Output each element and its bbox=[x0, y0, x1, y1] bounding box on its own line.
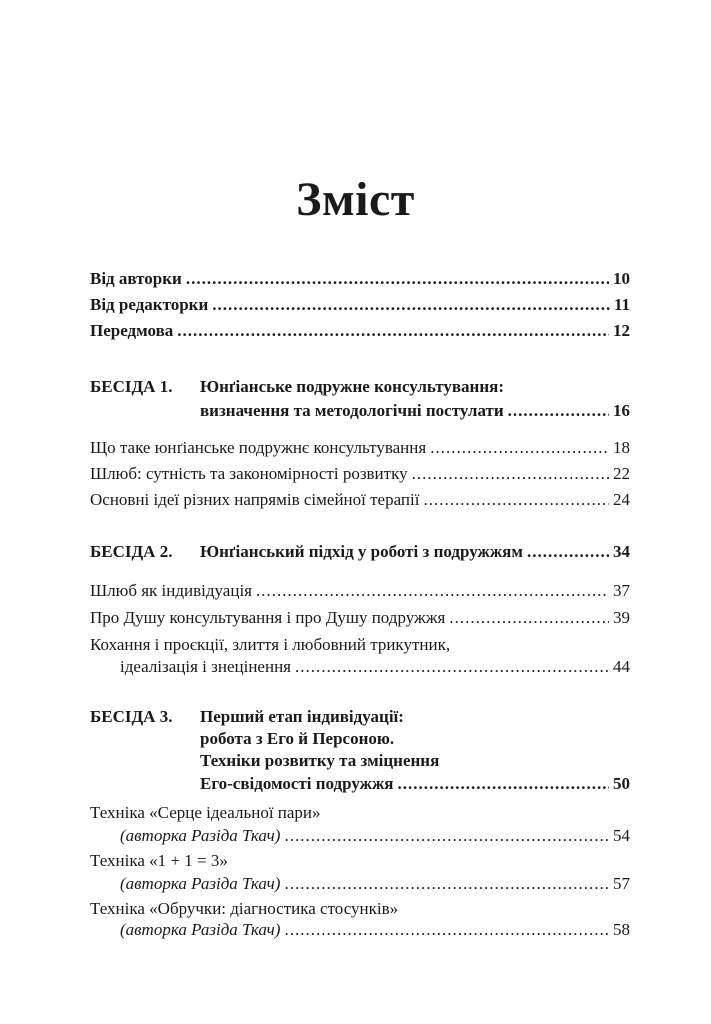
toc-entry[interactable] bbox=[120, 825, 630, 847]
dot-leader bbox=[412, 463, 609, 485]
toc-entry-page: 44 bbox=[613, 657, 630, 676]
toc-entry-page: 58 bbox=[613, 920, 630, 939]
toc-entry-label: Шлюб: сутність та закономірності розвитку bbox=[90, 464, 408, 483]
dot-leader bbox=[177, 320, 609, 342]
toc-entry-label: Від редакторки bbox=[90, 295, 209, 314]
toc-entry-label: Шлюб як індивідуація bbox=[90, 581, 252, 600]
dot-leader bbox=[423, 489, 609, 511]
dot-leader bbox=[430, 437, 609, 459]
toc-entry-label: Основні ідеї різних напрямів сімейної терапії bbox=[90, 490, 420, 509]
dot-leader bbox=[284, 825, 609, 847]
chapter-entry[interactable] bbox=[200, 541, 630, 563]
toc-entry-page: 39 bbox=[613, 608, 630, 627]
chapter-label: БЕСІДА 3. bbox=[90, 707, 173, 726]
chapter-title-line: визначення та методологічні постулати bbox=[200, 401, 504, 420]
dot-leader bbox=[527, 541, 609, 563]
toc-entry[interactable] bbox=[90, 294, 630, 316]
chapter-title-line[interactable]: Юнґіанське подружне консультування: bbox=[200, 377, 504, 396]
toc-entry[interactable] bbox=[120, 656, 630, 678]
dot-leader bbox=[508, 400, 609, 422]
technique-author: (авторка Разіда Ткач) bbox=[120, 874, 281, 893]
toc-entry[interactable] bbox=[90, 437, 630, 459]
toc-entry[interactable] bbox=[120, 873, 630, 895]
technique-title[interactable]: Техніка «Обручки: діагностика стосунків» bbox=[90, 899, 399, 918]
toc-entry-page: 50 bbox=[613, 774, 630, 793]
dot-leader bbox=[256, 580, 609, 602]
toc-entry-page: 54 bbox=[613, 826, 630, 845]
toc-entry[interactable] bbox=[90, 580, 630, 602]
technique-title[interactable]: Техніка «1 + 1 = 3» bbox=[90, 851, 228, 870]
toc-entry-label: Що таке юнґіанське подружнє консультування bbox=[90, 438, 427, 457]
toc-entry[interactable] bbox=[90, 268, 630, 290]
dot-leader bbox=[284, 873, 609, 895]
dot-leader bbox=[284, 919, 609, 941]
technique-title[interactable]: Техніка «Серце ідеальної пари» bbox=[90, 803, 321, 822]
toc-entry-page: 57 bbox=[613, 874, 630, 893]
toc-entry[interactable] bbox=[90, 320, 630, 342]
chapter-title-line: Его-свідомості подружжя bbox=[200, 774, 394, 793]
toc-entry-page: 11 bbox=[613, 295, 630, 314]
dot-leader bbox=[398, 773, 609, 795]
page-title: Зміст bbox=[296, 173, 415, 226]
dot-leader bbox=[186, 268, 609, 290]
technique-author: (авторка Разіда Ткач) bbox=[120, 826, 281, 845]
toc-entry-label: Про Душу консультування і про Душу подружжя bbox=[90, 608, 446, 627]
toc-entry-page: 34 bbox=[613, 542, 630, 561]
chapter-entry[interactable] bbox=[200, 400, 630, 422]
toc-entry-page: 18 bbox=[613, 438, 630, 457]
toc-entry[interactable] bbox=[90, 489, 630, 511]
toc-entry-page: 12 bbox=[613, 321, 630, 340]
chapter-title-line[interactable]: робота з Его й Персоною. bbox=[200, 729, 395, 748]
chapter-title-line[interactable]: Перший етап індивідуації: bbox=[200, 707, 404, 726]
toc-entry-page: 16 bbox=[613, 401, 630, 420]
chapter-entry[interactable] bbox=[200, 773, 630, 795]
toc-entry-page: 22 bbox=[613, 464, 630, 483]
chapter-title-line[interactable]: Техніки розвитку та зміцнення bbox=[200, 751, 440, 770]
dot-leader bbox=[449, 607, 609, 629]
chapter-title-line: Юнґіанський підхід у роботі з подружжям bbox=[200, 542, 523, 561]
toc-entry-page: 24 bbox=[613, 490, 630, 509]
toc-entry[interactable] bbox=[90, 463, 630, 485]
toc-entry-page: 10 bbox=[613, 269, 630, 288]
toc-entry-label: Від авторки bbox=[90, 269, 182, 288]
technique-author: (авторка Разіда Ткач) bbox=[120, 920, 281, 939]
dot-leader bbox=[295, 656, 609, 678]
toc-entry[interactable] bbox=[90, 607, 630, 629]
chapter-label: БЕСІДА 1. bbox=[90, 377, 173, 396]
toc-entry-label[interactable]: Кохання і проєкції, злиття і любовний трикутник, bbox=[90, 635, 451, 654]
toc-entry-page: 37 bbox=[613, 581, 630, 600]
toc-entry-label: ідеалізація і знецінення bbox=[120, 657, 291, 676]
toc-entry[interactable] bbox=[120, 919, 630, 941]
chapter-label: БЕСІДА 2. bbox=[90, 542, 173, 561]
dot-leader bbox=[212, 294, 610, 316]
toc-entry-label: Передмова bbox=[90, 321, 174, 340]
